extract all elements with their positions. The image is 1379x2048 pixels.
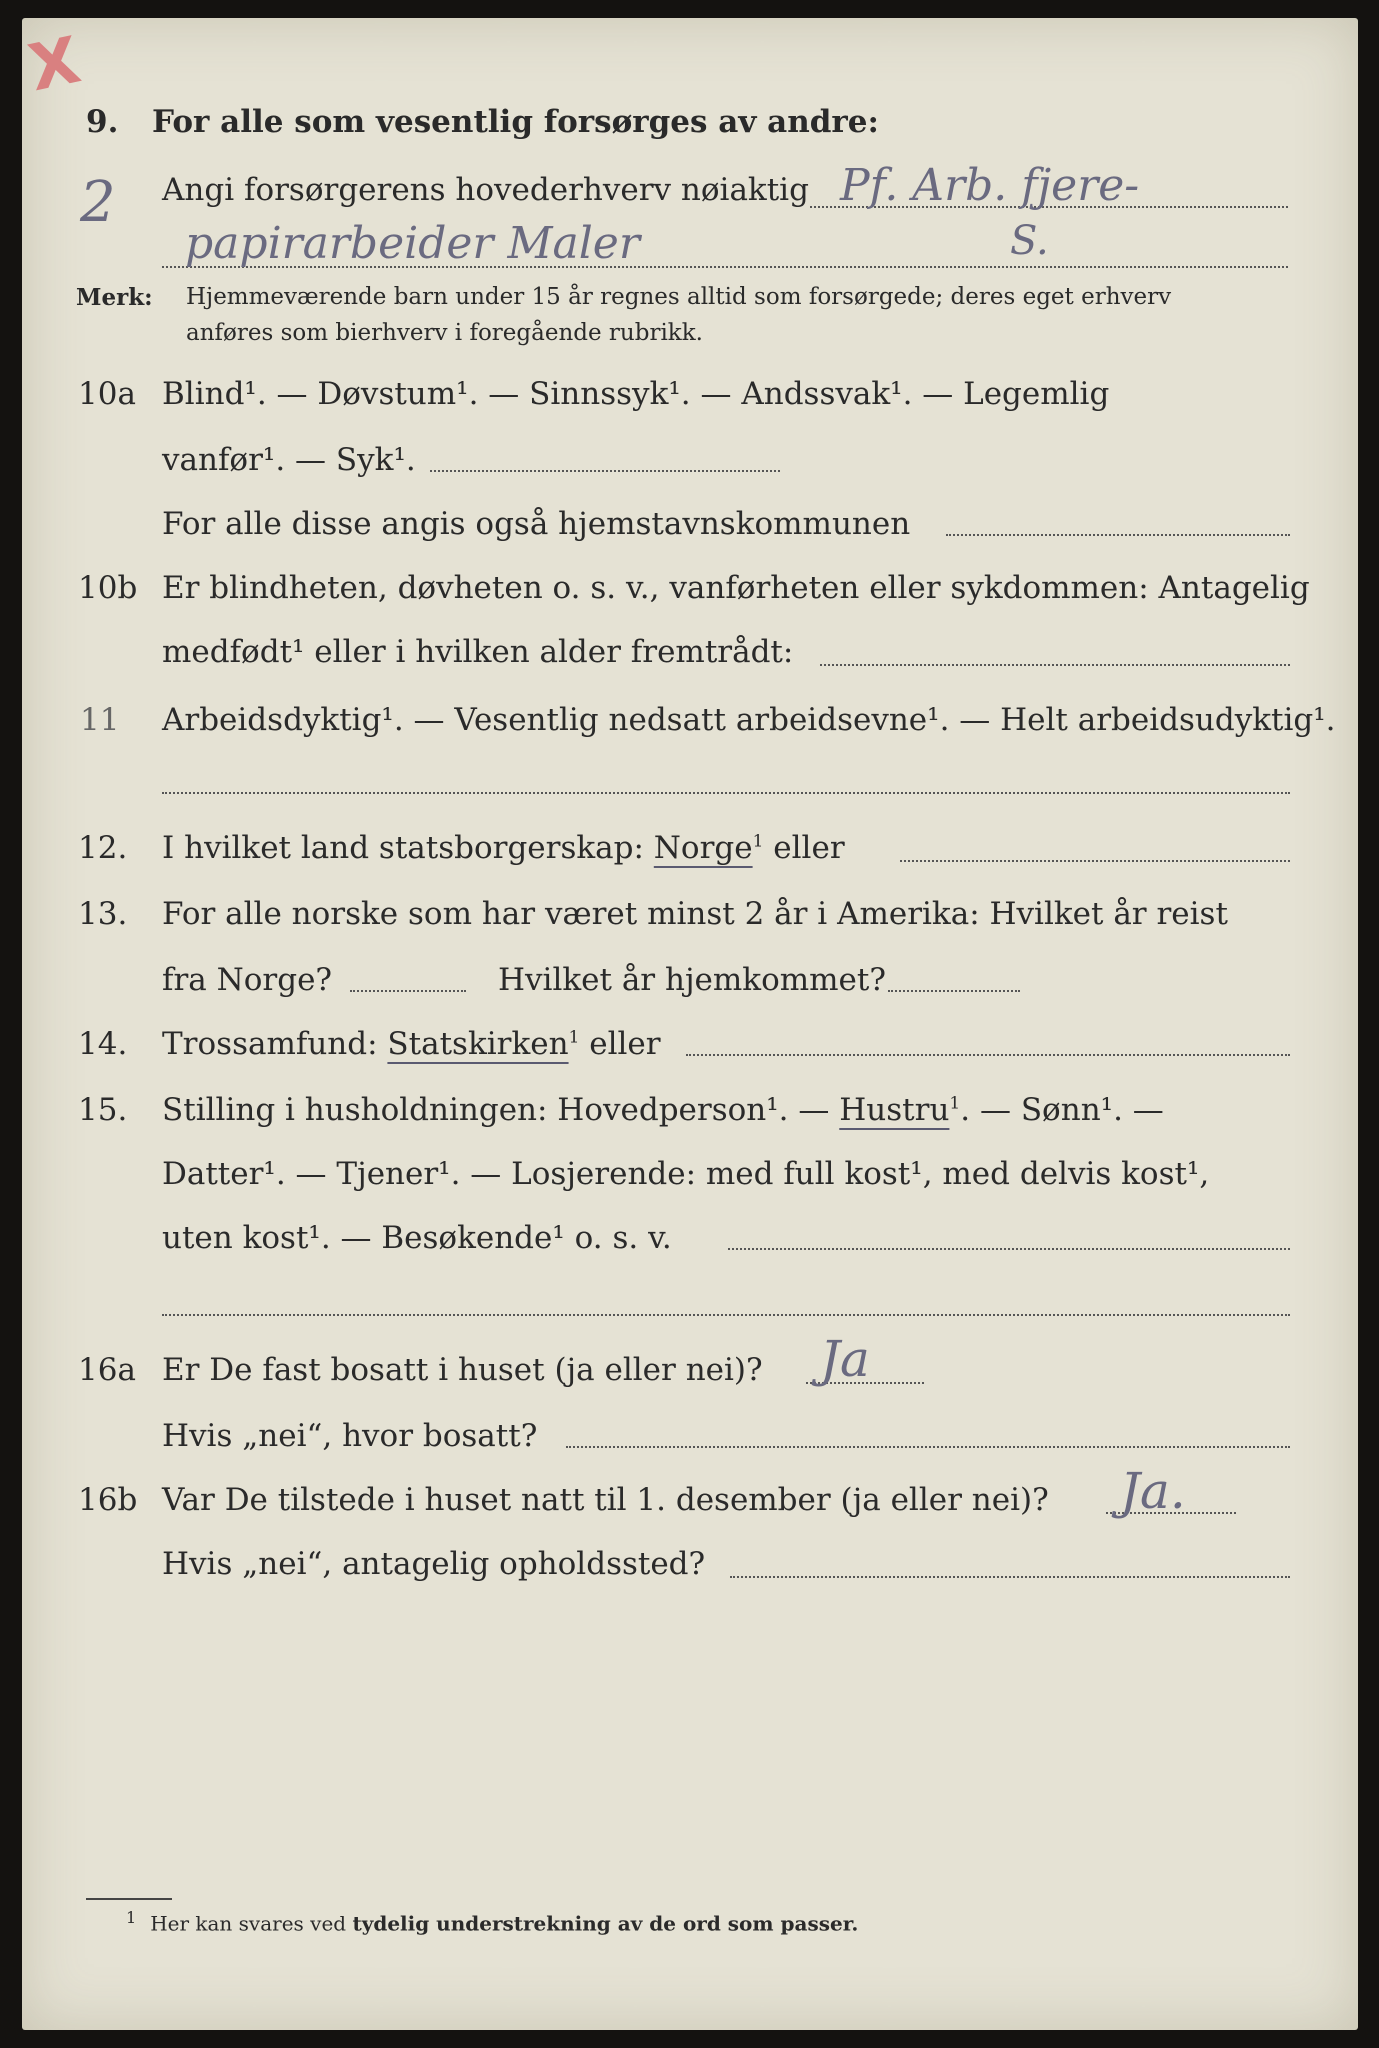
q13-line2b: Hvilket år hjemkommet? xyxy=(498,962,886,998)
footnote-text-bold: tydelig understrekning av de ord som passer. xyxy=(352,1911,859,1936)
q15-line1-prompt: Stilling i husholdningen: Hovedperson¹. — xyxy=(162,1092,830,1128)
q9-number: 9. xyxy=(86,104,119,140)
q10a-line1: Blind¹. — Døvstum¹. — Sinnssyk¹. — Andssvak¹. — Legemlig xyxy=(162,376,1110,412)
q12-eller: eller xyxy=(773,830,845,866)
footnote-rule xyxy=(86,1898,172,1900)
q10b-answer-line xyxy=(820,664,1290,666)
q15-answer-line1 xyxy=(728,1248,1290,1250)
q10a-kommune-answer-line xyxy=(946,534,1290,536)
merk-label: Merk: xyxy=(76,284,153,311)
q10a-number: 10a xyxy=(78,376,136,412)
q15-line3: uten kost¹. — Besøkende¹ o. s. v. xyxy=(162,1220,672,1256)
q13-number: 13. xyxy=(78,896,128,932)
q11-answer-line xyxy=(162,792,1290,794)
q16b-opholdssted-answer-line xyxy=(730,1576,1290,1578)
q16b-line1: Var De tilstede i huset natt til 1. desember (ja eller nei)? xyxy=(162,1482,1049,1518)
footnote-marker: 1 xyxy=(126,1908,137,1927)
q10a-line2: vanfør¹. — Syk¹. xyxy=(162,442,416,478)
q10a-line3: For alle disse angis også hjemstavnskommunen xyxy=(162,506,911,542)
merk-text-line2: anføres som bierhverv i foregående rubrikk. xyxy=(186,320,703,346)
q16b-number: 16b xyxy=(78,1482,138,1518)
q9-prompt: Angi forsørgerens hovederhverv nøiaktig xyxy=(162,172,809,208)
q14-number: 14. xyxy=(78,1026,128,1062)
q14-line: Trossamfund: Statskirken$^1$ eller xyxy=(162,1026,661,1062)
q15-line2: Datter¹. — Tjener¹. — Losjerende: med full kost¹, med delvis kost¹, xyxy=(162,1156,1210,1192)
q11-line1: Arbeidsdyktig¹. — Vesentlig nedsatt arbeidsevne¹. — Helt arbeidsudyktig¹. xyxy=(162,702,1336,738)
q16b-line2: Hvis „nei“, antagelig opholdssted? xyxy=(162,1546,706,1582)
margin-pencil-number: 2 xyxy=(80,170,116,235)
q13-line1: For alle norske som har været minst 2 år i Amerika: Hvilket år reist xyxy=(162,896,1228,932)
q10b-line2: medfødt¹ eller i hvilken alder fremtrådt: xyxy=(162,634,794,670)
q16a-number: 16a xyxy=(78,1352,136,1388)
footnote xyxy=(126,1908,858,1936)
q13-reist-answer-line xyxy=(350,990,466,992)
q15-answer-line2 xyxy=(162,1314,1290,1316)
q9-answer-note: S. xyxy=(1010,218,1049,264)
q10b-number: 10b xyxy=(78,570,138,606)
q13-line2a: fra Norge? xyxy=(162,962,333,998)
q13-hjemkommet-answer-line xyxy=(888,990,1020,992)
q12-prompt: I hvilket land statsborgerskap: xyxy=(162,830,644,866)
q14-choice-underlined: Statskirken xyxy=(387,1026,569,1062)
q16a-line1: Er De fast bosatt i huset (ja eller nei)? xyxy=(162,1352,763,1388)
q16a-line2: Hvis „nei“, hvor bosatt? xyxy=(162,1418,538,1454)
q15-number: 15. xyxy=(78,1092,128,1128)
q16b-answer-handwritten: Ja. xyxy=(1120,1462,1186,1520)
q16a-bosatt-answer-line xyxy=(566,1446,1290,1448)
q12-line: I hvilket land statsborgerskap: Norge$^1$ eller xyxy=(162,830,845,866)
q16a-answer-handwritten: Ja xyxy=(820,1330,870,1388)
q12-number: 12. xyxy=(78,830,128,866)
q14-eller: eller xyxy=(589,1026,661,1062)
q14-answer-line xyxy=(686,1054,1290,1056)
q14-prompt: Trossamfund: xyxy=(162,1026,378,1062)
q11-number: 11 xyxy=(80,702,120,738)
q12-answer-line xyxy=(900,860,1290,862)
q10a-syk-answer-line xyxy=(430,470,780,472)
q12-choice-underlined: Norge xyxy=(653,830,753,866)
q10b-line1: Er blindheten, døvheten o. s. v., vanførheten eller sykdommen: Antagelig xyxy=(162,570,1310,606)
q15-choice-underlined: Hustru xyxy=(839,1092,950,1128)
q15-line1: Stilling i husholdningen: Hovedperson¹. — Hustru$^1$. — Sønn¹. — xyxy=(162,1092,1164,1128)
q9-answer-text1: Pf. Arb. fjere- xyxy=(840,160,1140,211)
merk-text-line1: Hjemmeværende barn under 15 år regnes alltid som forsørgede; deres eget erhverv xyxy=(186,284,1172,310)
q9-answer-text2: papirarbeider Maler xyxy=(185,218,640,269)
footnote-text: Her kan svares ved xyxy=(150,1911,347,1936)
q9-heading: For alle som vesentlig forsørges av andre: xyxy=(152,104,879,140)
q15-line1-rest: — Sønn¹. — xyxy=(979,1092,1164,1128)
red-check-mark: X xyxy=(22,23,87,107)
